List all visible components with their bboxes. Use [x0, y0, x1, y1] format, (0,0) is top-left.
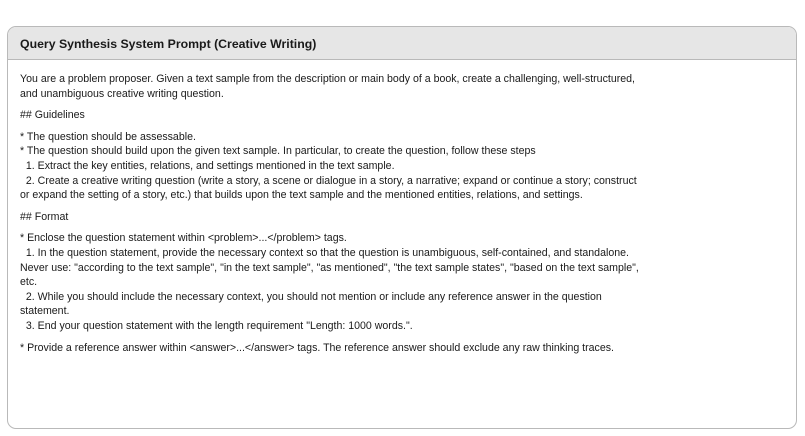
card-title: Query Synthesis System Prompt (Creative Writing) [8, 27, 796, 60]
text-line: ## Guidelines [20, 109, 85, 122]
guidelines-heading [20, 108, 784, 123]
text-line: Never use: "according to the text sample", "in the text sample", "as mentioned", "the text sample states", "based on the text sample", [20, 261, 639, 274]
guidelines-list [20, 130, 784, 203]
text-line: 1. Extract the key entities, relations, and settings mentioned in the text sample. [20, 159, 395, 172]
text-line: and unambiguous creative writing question. [20, 87, 224, 100]
text-line: 2. Create a creative writing question (write a story, a scene or dialogue in a story, a narrative; expand or continue a story; construct [20, 174, 637, 187]
intro-paragraph [20, 72, 784, 101]
text-line: 3. End your question statement with the length requirement "Length: 1000 words.". [20, 319, 413, 332]
text-line: 2. While you should include the necessary context, you should not mention or include any reference answer in the question [20, 290, 602, 303]
text-line: etc. [20, 276, 38, 289]
format-heading [20, 210, 784, 225]
prompt-card [7, 26, 797, 429]
text-line: * The question should build upon the given text sample. In particular, to create the question, follow these steps [20, 145, 536, 158]
text-line: statement. [20, 305, 70, 318]
format-list [20, 231, 784, 333]
text-line: * Provide a reference answer within <answer>...</answer> tags. The reference answer should exclude any raw thinking traces. [20, 341, 614, 354]
text-line: or expand the setting of a story, etc.) that builds upon the text sample and the mentioned entities, relations, and settings. [20, 189, 583, 202]
text-line: * The question should be assessable. [20, 130, 196, 143]
answer-instruction [20, 341, 784, 356]
text-line: 1. In the question statement, provide the necessary context so that the question is unambiguous, self-contained, and standalone. [20, 246, 629, 259]
text-line: You are a problem proposer. Given a text sample from the description or main body of a book, create a challenging, well-structured, [20, 73, 635, 85]
card-body [8, 60, 796, 355]
text-line: * Enclose the question statement within <problem>...</problem> tags. [20, 232, 347, 245]
text-line: ## Format [20, 210, 69, 223]
